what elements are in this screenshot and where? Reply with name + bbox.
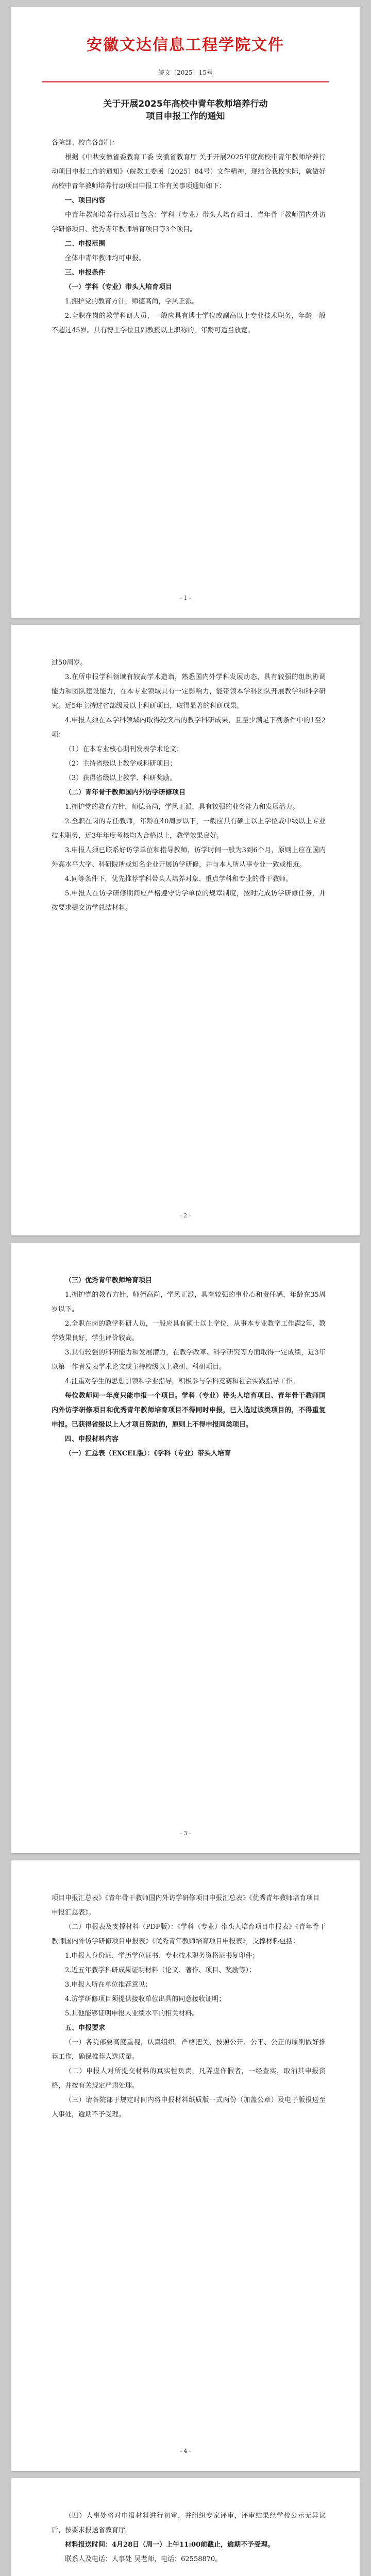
condition-subitem-2: （2）主持省级以上教学或科研项目； bbox=[65, 760, 177, 768]
contact-text: 联系人及电话：人事处 吴老师，电话：62558870。 bbox=[65, 2555, 222, 2563]
condition-item-1: 1.拥护党的教育方针，师德高尚，学风正派。 bbox=[65, 298, 199, 306]
page-4 bbox=[11, 1860, 360, 2471]
deadline-text: 材料报送时间：4月28日（周一）上午11:00前截止，逾期不予受理。 bbox=[65, 2541, 275, 2549]
document-number: 皖文〔2025〕15号 bbox=[158, 69, 213, 76]
red-divider-line bbox=[42, 81, 329, 82]
requirement-2: （二）申报人对所提交材料的真实性负责，凡弄虚作假者，一经查实，取消其申报资格，并按有关规定严肃处理。 bbox=[52, 2067, 326, 2090]
requirement-4: （四）人事处将对申报材料进行初审，并组织专家评审，评审结果经学校公示无异议后，按要求报送省教育厅。 bbox=[52, 2512, 326, 2534]
requirement-3: （三）请各院部于规定时间内将申报材料纸质版一式两份（加盖公章）及电子版报送至人事处，逾期不予受理。 bbox=[52, 2096, 326, 2119]
support-material-1: 1.申报人身份证、学历学位证书、专业技术职务资格证书复印件； bbox=[65, 1952, 259, 1960]
young-teacher-item-2: 2.全职在岗的教学科研人员，一般应具有硕士以上学位，从事本专业教学工作满2年，教学效果良好，学生评价较高。 bbox=[52, 1320, 326, 1342]
requirement-1: （一）各院部要高度重视，认真组织，严格把关，按照公开、公平、公正的原则做好推荐工作，确保推荐人选质量。 bbox=[52, 2039, 326, 2061]
section-heading-2: 二、申报范围 bbox=[65, 240, 106, 248]
subsection-heading-2: （二）青年骨干教师国内外访学研修项目 bbox=[65, 789, 186, 796]
visiting-item-1: 1.拥护党的教育方针，师德高尚，学风正派，具有较强的业务能力和发展潜力。 bbox=[65, 803, 299, 811]
young-teacher-item-3: 3.具有较强的科研能力和发展潜力，在教学改革、科学研究等方面取得一定成绩，近3年以第一作者发表学术论文或主持校级以上教研、科研项目。 bbox=[52, 1349, 326, 1371]
important-note: 每位教师同一年度只能申报一个项目。学科（专业）带头人培育项目、青年骨干教师国内外访学研修项目和优秀青年教师培育项目不得同时申报，已入选过该类项目的，不得重复申报。已获得省级以上人才项目资助的，原则上不得申报同类项目。 bbox=[52, 1392, 326, 1429]
young-teacher-item-1: 1.拥护党的教育方针，师德高尚，学风正派，具有较强的事业心和责任感，年龄在35周岁以下。 bbox=[52, 1291, 326, 1313]
page-2 bbox=[11, 625, 360, 1235]
document-title-line-1: 关于开展2025年高校中青年教师培养行动 bbox=[103, 99, 268, 109]
condition-item-3: 3.在所申报学科领域有较高学术造诣，熟悉国内外学科发展动态，具有较强的组织协调能力和团队建设能力，在本专业领域具有一定影响力，能带领本学科团队开展教学和科学研究。近5年主持过省部级及以上科研项目，取得显著的科研成果。 bbox=[52, 673, 326, 710]
page-5 bbox=[11, 2478, 360, 2576]
materials-item-1: （一）汇总表（EXCEL版）：《学科（专业）带头人培育 bbox=[65, 1450, 231, 1458]
visiting-item-2: 2.全职在岗的专任教师，年龄在40周岁以下，一般应具有硕士以上学位或中级以上专业技术职务，近3年年度考核均为合格以上，教学效果良好。 bbox=[52, 818, 326, 840]
section-1-body: 中青年教师培养行动项目包含：学科（专业）带头人培育项目、青年骨干教师国内外访学研修项目、优秀青年教师培育项目等3个项目。 bbox=[52, 211, 326, 233]
continued-line: 过50周岁。 bbox=[52, 659, 87, 667]
page-number: - 1 - bbox=[180, 595, 191, 601]
section-heading-5: 五、申报要求 bbox=[65, 2024, 106, 2032]
document-header-title: 安徽文达信息工程学院文件 bbox=[87, 36, 284, 54]
support-material-3: 3.申报人所在单位推荐意见； bbox=[65, 1981, 152, 1989]
subsection-heading-1: （一）学科（专业）带头人培育项目 bbox=[65, 283, 173, 291]
condition-subitem-3: （3）获得省级以上教学、科研奖励。 bbox=[65, 774, 177, 782]
document-title bbox=[11, 98, 360, 123]
intro-paragraph: 根据《中共安徽省委教育工委 安徽省教育厅 关于开展2025年度高校中青年教师培养行动项目申报工作的通知》（皖教工委函〔2025〕84号）文件精神，现结合我校实际，就做好高校中青年教师培养行动项目申报工作有关事项通知如下： bbox=[52, 154, 326, 190]
young-teacher-item-4: 4.注重对学生的思想引领和学业指导，积极参与学科竞赛和社会实践指导工作。 bbox=[65, 1378, 299, 1385]
support-material-4: 4.访学研修项目须提供接收单位出具的同意接收证明； bbox=[65, 1995, 226, 2003]
page-number: - 4 - bbox=[180, 2448, 191, 2454]
materials-item-2: （二）申报表及支撑材料（PDF版）：《学科（专业）带头人培育项目申报表》《青年骨干教师国内外访学研修项目申报表》《优秀青年教师培育项目申报表》，支撑材料包括： bbox=[52, 1923, 326, 1945]
section-heading-3: 三、申报条件 bbox=[65, 269, 106, 277]
salutation: 各院部、校直各部门： bbox=[52, 139, 119, 147]
support-material-2: 2.近五年教学科研成果证明材料（论文、著作、项目、奖励等）； bbox=[65, 1967, 256, 1974]
visiting-item-3: 3.申报人须已联系好访学单位和指导教师，访学时间一般为3到6个月，原则上应在国内外高水平大学、科研院所或知名企业开展访学研修，并与本人所从事专业一致或相近。 bbox=[52, 846, 326, 869]
page-3 bbox=[11, 1243, 360, 1853]
section-2-body: 全体中青年教师均可申报。 bbox=[65, 255, 146, 262]
document-title-line-2: 项目申报工作的通知 bbox=[146, 111, 225, 122]
condition-item-2: 2.全职在岗的教学科研人员，一般应具有博士学位或副高以上专业技术职务，年龄一般不超过45岁。具有博士学位且副教授以上职称的，年龄可适当放宽。 bbox=[52, 312, 326, 334]
page-number: - 2 - bbox=[180, 1212, 191, 1219]
page-number: - 3 - bbox=[180, 1830, 191, 1837]
condition-subitem-1: （1）在本专业核心期刊发表学术论文； bbox=[65, 745, 183, 753]
page-1 bbox=[11, 7, 360, 618]
support-material-5: 5.其他能够证明申报人业绩水平的相关材料。 bbox=[65, 2010, 199, 2018]
section-heading-4: 四、申报材料内容 bbox=[65, 1435, 119, 1443]
subsection-heading-3: （三）优秀青年教师培育项目 bbox=[65, 1277, 153, 1284]
visiting-item-5: 5.申报人在访学研修期间应严格遵守访学单位的规章制度，按时完成访学研修任务，并按要求提交访学总结材料。 bbox=[52, 890, 326, 912]
visiting-item-4: 4.同等条件下，优先推荐学科带头人培养对象、重点学科和专业的骨干教师。 bbox=[65, 875, 293, 883]
condition-item-4: 4.申报人须在本学科领域内取得较突出的教学科研成果，且至少满足下列条件中的1至2项： bbox=[52, 717, 326, 739]
section-heading-1: 一、项目内容 bbox=[65, 197, 106, 205]
materials-item-1-cont: 项目申报汇总表》《青年骨干教师国内外访学研修项目申报汇总表》《优秀青年教师培育项目申报汇总表》。 bbox=[52, 1894, 320, 1917]
